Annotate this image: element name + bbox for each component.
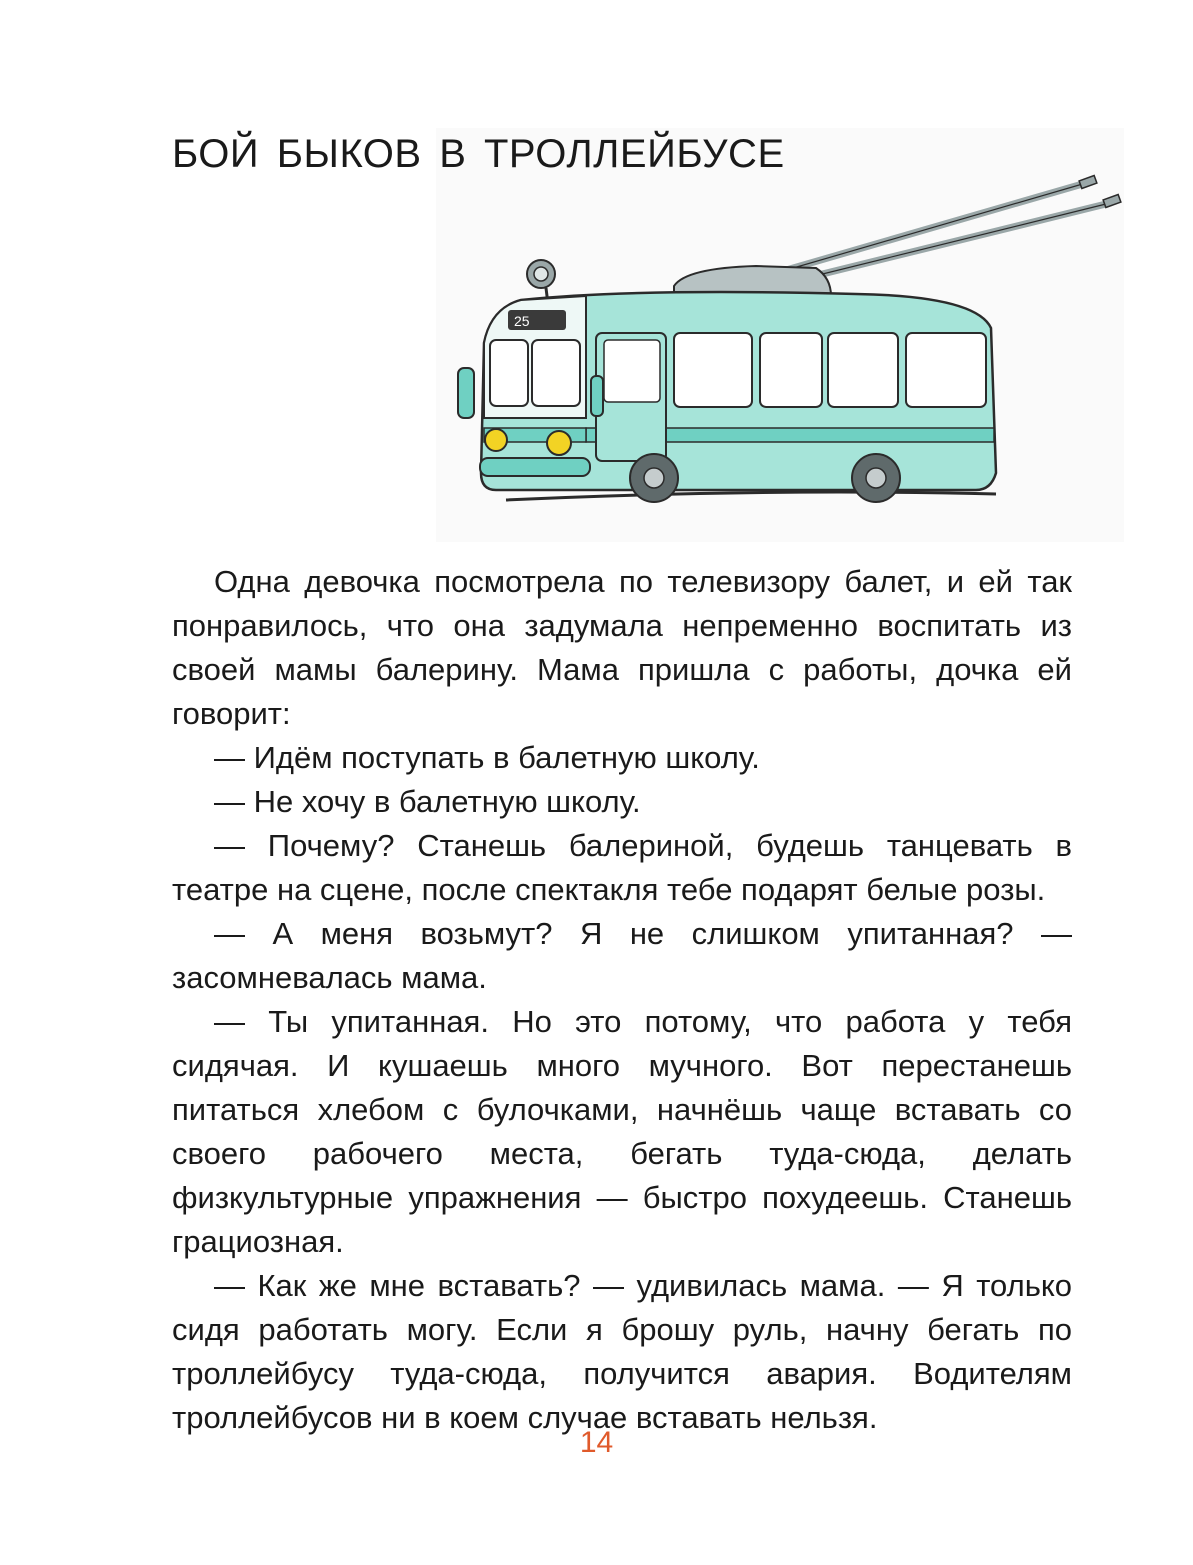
paragraph: — Не хочу в балетную школу. — [214, 784, 641, 819]
story-text — [172, 560, 1072, 1440]
paragraph: — Идём поступать в балетную школу. — [214, 740, 760, 775]
trolleybus-illustration — [436, 128, 1124, 542]
page-number: 14 — [579, 1426, 614, 1459]
paragraph: Одна девочка посмотрела по телевизору балет, и ей так понравилось, что она задумала непременно воспитать из своей мамы балерину. Мама пришла с работы, дочка ей говорит: — [172, 564, 1072, 731]
page-title: БОЙ БЫКОВ В ТРОЛЛЕЙБУСЕ — [172, 132, 785, 176]
svg-text:25: 25 — [514, 313, 530, 329]
paragraph: — Как же мне вставать? — удивилась мама. — Я только сидя работать могу. Если я брошу руль, начну бегать по троллейбусу туда-сюда, получится авария. Водителям троллейбусов ни в коем случае вставать нельзя. — [172, 1268, 1072, 1435]
paragraph: — Почему? Станешь балериной, будешь танцевать в театре на сцене, после спектакля тебе подарят белые розы. — [172, 828, 1072, 907]
trolleybus-icon — [436, 128, 1124, 542]
paragraph: — А меня возьмут? Я не слишком упитанная? — засомневалась мама. — [172, 916, 1072, 995]
paragraph: — Ты упитанная. Но это потому, что работа у тебя сидячая. И кушаешь много мучного. Вот перестанешь питаться хлебом с булочками, начнёшь чаще вставать со своего рабочего места, бегать туда-сюда, делать физкультурные упражнения — быстро похудеешь. Станешь грациозная. — [172, 1004, 1072, 1259]
